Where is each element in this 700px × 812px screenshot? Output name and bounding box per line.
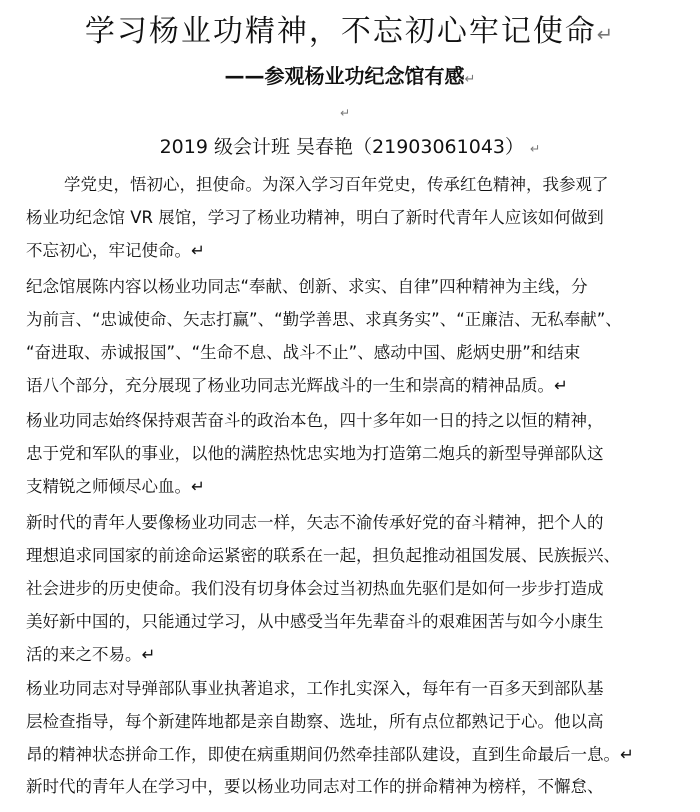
text-line: 新时代的青年人要像杨业功同志一样，矢志不渝传承好党的奋斗精神，把个人的 — [26, 513, 604, 532]
text-line: 昂的精神状态拼命工作，即使在病重期间仍然牵挂部队建设，直到生命最后一息。↵ — [26, 745, 634, 764]
text-line: 语八个部分，充分展现了杨业功同志光辉战斗的一生和崇高的精神品质。↵ — [26, 376, 568, 395]
paragraph-mark-icon: ↵ — [464, 72, 476, 87]
text-line: 层检查指导，每个新建阵地都是亲自勘察、选址，所有点位都熟记于心。他以高 — [26, 712, 604, 731]
text-line: 不忘初心，牢记使命。↵ — [26, 241, 205, 260]
text-line: “奋进取、赤诚报国”、“生命不息、战斗不止”、感动中国、彪炳史册”和结束 — [26, 343, 581, 362]
body-paragraph-1 — [26, 168, 676, 267]
body-paragraph-2 — [26, 270, 676, 402]
text-line: 支精锐之师倾尽心血。↵ — [26, 477, 205, 496]
body-paragraph-5 — [26, 672, 676, 771]
document-title: 学习杨业功精神，不忘初心牢记使命↵ — [84, 14, 616, 49]
text-line: 杨业功纪念馆 VR 展馆，学习了杨业功精神，明白了新时代青年人应该如何做到 — [26, 208, 604, 227]
paragraph-mark-icon: ↵ — [596, 23, 616, 46]
body-paragraph-4 — [26, 506, 676, 671]
text-line: 杨业功同志对导弹部队事业执著追求，工作扎实深入，每年有一百多天到部队基 — [26, 679, 604, 698]
text-line: 美好新中国的，只能通过学习，从中感受当年先辈奋斗的艰难困苦与如今小康生 — [26, 612, 604, 631]
document-subtitle: ——参观杨业功纪念馆有感↵ — [224, 64, 476, 88]
body-paragraph-6 — [26, 770, 676, 803]
text-line: 纪念馆展陈内容以杨业功同志“奉献、创新、求实、自律”四种精神为主线，分 — [26, 277, 588, 296]
empty-paragraph-mark-icon: ↵ — [340, 106, 351, 120]
body-paragraph-3 — [26, 404, 676, 503]
text-line: 为前言、“忠诚使命、矢志打赢”、“勤学善思、求真务实”、“正廉洁、无私奉献”、 — [26, 310, 622, 329]
paragraph-mark-icon: ↵ — [530, 142, 541, 156]
text-line: 理想追求同国家的前途命运紧密的联系在一起，担负起推动祖国发展、民族振兴、 — [26, 546, 620, 565]
text-line: 忠于党和军队的事业，以他的满腔热忱忠实地为打造第二炮兵的新型导弹部队这 — [26, 444, 604, 463]
author-line: 2019 级会计班 吴春艳（21903061043） ↵ — [159, 136, 541, 158]
text-line: 活的来之不易。↵ — [26, 645, 156, 664]
text-line: 新时代的青年人在学习中，要以杨业功同志对工作的拼命精神为榜样，不懈怠、 — [26, 777, 604, 796]
text-line: 学党史，悟初心，担使命。为深入学习百年党史，传承红色精神，我参观了 — [64, 175, 609, 194]
text-line: 杨业功同志始终保持艰苦奋斗的政治本色，四十多年如一日的持之以恒的精神， — [26, 411, 604, 430]
text-line: 社会进步的历史使命。我们没有切身体会过当初热血先驱们是如何一步步打造成 — [26, 579, 604, 598]
